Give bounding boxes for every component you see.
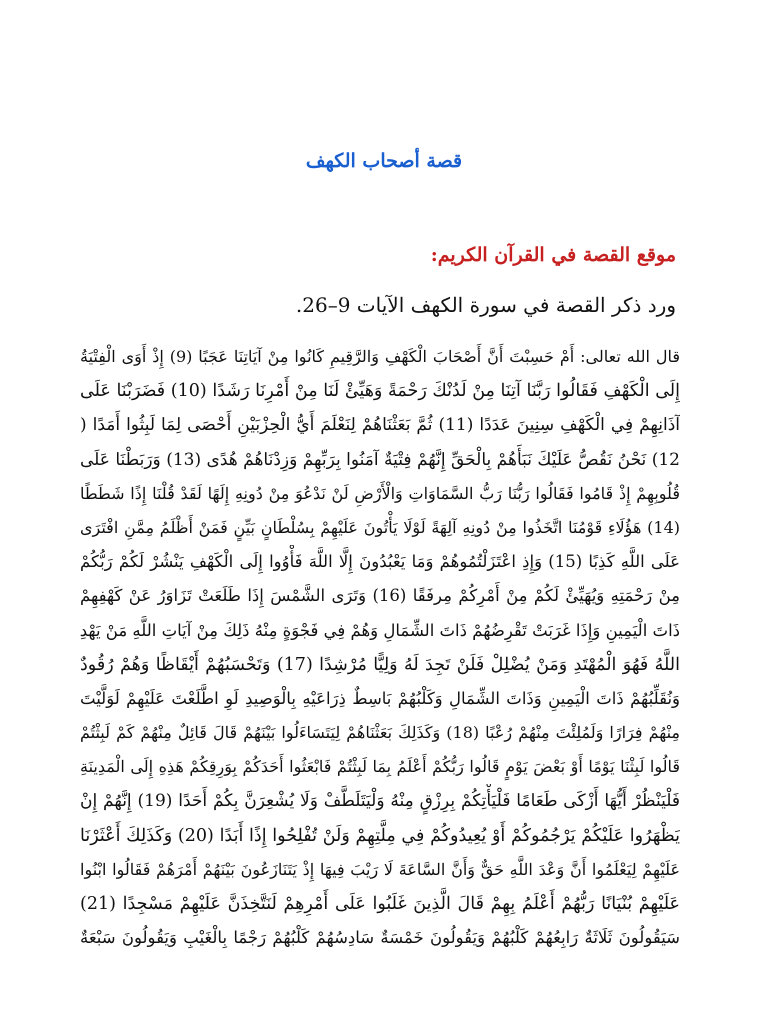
- quran-line: قَالُوا لَبِثْنَا يَوْمًا أَوْ بَعْضَ يَوْمٍ قَالُوا رَبُّكُمْ أَعْلَمُ بِمَا لَبِثْتُمْ فَابْعَثُوا أَحَدَكُمْ بِوَرِقِكُمْ هَذِهِ إِلَى الْمَدِينَةِ: [80, 757, 680, 777]
- quran-line: عَلَيْهِمْ بُنْيَانًا رَبُّهُمْ أَعْلَمُ بِهِمْ قَالَ الَّذِينَ غَلَبُوا عَلَى أَمْرِهِمْ لَنَتَّخِذَنَّ عَلَيْهِمْ مَسْجِدًا (21): [80, 894, 680, 914]
- quran-line: ذَاتَ الْيَمِينِ وَإِذَا غَرَبَتْ تَقْرِضُهُمْ ذَاتَ الشِّمَالِ وَهُمْ فِي فَجْوَةٍ مِنْهُ ذَلِكَ مِنْ آيَاتِ اللَّهِ مَنْ يَهْدِ: [80, 620, 680, 640]
- quran-line: آذَانِهِمْ فِي الْكَهْفِ سِنِينَ عَدَدًا (11) ثُمَّ بَعَثْنَاهُمْ لِنَعْلَمَ أَيُّ الْحِزْبَيْنِ أَحْصَى لِمَا لَبِثُوا أَمَدًا (: [80, 415, 680, 436]
- quran-line: قال الله تعالى: أَمْ حَسِبْتَ أَنَّ أَصْحَابَ الْكَهْفِ وَالرَّقِيمِ كَانُوا مِنْ آيَاتِنَا عَجَبًا (9) إِذْ أَوَى الْفِتْيَةُ: [80, 347, 680, 366]
- quran-line: مِنْهُمْ فِرَارًا وَلَمُلِئْتَ مِنْهُمْ رُعْبًا (18) وَكَذَلِكَ بَعَثْنَاهُمْ لِيَتَسَاءَلُوا بَيْنَهُمْ قَالَ قَائِلٌ مِنْهُمْ كَمْ لَبِثْتُمْ: [80, 723, 680, 743]
- quran-line: إِلَى الْكَهْفِ فَقَالُوا رَبَّنَا آتِنَا مِنْ لَدُنْكَ رَحْمَةً وَهَيِّئْ لَنَا مِنْ أَمْرِنَا رَشَدًا (10) فَضَرَبْنَا عَلَى: [80, 381, 680, 402]
- quran-line: عَلَيْهِمْ لِيَعْلَمُوا أَنَّ وَعْدَ اللَّهِ حَقٌّ وَأَنَّ السَّاعَةَ لَا رَيْبَ فِيهَا إِذْ يَتَنَازَعُونَ بَيْنَهُمْ أَمْرَهُمْ فَقَالُوا ابْنُوا: [80, 859, 680, 879]
- quran-line: اللَّهُ فَهُوَ الْمُهْتَدِ وَمَنْ يُضْلِلْ فَلَنْ تَجِدَ لَهُ وَلِيًّا مُرْشِدًا (17) وَتَحْسَبُهُمْ أَيْقَاظًا وَهُمْ رُقُودٌ: [80, 654, 680, 675]
- quran-line: يَظْهَرُوا عَلَيْكُمْ يَرْجُمُوكُمْ أَوْ يُعِيدُوكُمْ فِي مِلَّتِهِمْ وَلَنْ تُفْلِحُوا إِذًا أَبَدًا (20) وَكَذَلِكَ أَعْثَرْنَا: [80, 825, 680, 846]
- intro-paragraph: ورد ذكر القصة في سورة الكهف الآيات 9–26.: [295, 293, 676, 317]
- quran-line: سَيَقُولُونَ ثَلَاثَةٌ رَابِعُهُمْ كَلْبُهُمْ وَيَقُولُونَ خَمْسَةٌ سَادِسُهُمْ كَلْبُهُمْ رَجْمًا بِالْغَيْبِ وَيَقُولُونَ سَبْعَةٌ: [80, 928, 680, 948]
- quran-line: وَنُقَلِّبُهُمْ ذَاتَ الْيَمِينِ وَذَاتَ الشِّمَالِ وَكَلْبُهُمْ بَاسِطٌ ذِرَاعَيْهِ بِالْوَصِيدِ لَوِ اطَّلَعْتَ عَلَيْهِمْ لَوَلَّيْتَ: [80, 688, 680, 708]
- section-heading: موقع القصة في القرآن الكريم:: [430, 244, 676, 266]
- quran-line: 12) نَحْنُ نَقُصُّ عَلَيْكَ نَبَأَهُمْ بِالْحَقِّ إِنَّهُمْ فِتْيَةٌ آمَنُوا بِرَبِّهِمْ وَزِدْنَاهُمْ هُدًى (13) وَرَبَطْنَا عَلَى: [80, 449, 680, 470]
- quran-line: قُلُوبِهِمْ إِذْ قَامُوا فَقَالُوا رَبُّنَا رَبُّ السَّمَاوَاتِ وَالْأَرْضِ لَنْ نَدْعُوَ مِنْ دُونِهِ إِلَهًا لَقَدْ قُلْنَا إِذًا شَطَطًا: [80, 483, 680, 503]
- quran-line: (14) هَؤُلَاءِ قَوْمُنَا اتَّخَذُوا مِنْ دُونِهِ آلِهَةً لَوْلَا يَأْتُونَ عَلَيْهِمْ بِسُلْطَانٍ بَيِّنٍ فَمَنْ أَظْلَمُ مِمَّنِ افْتَرَى: [80, 517, 680, 537]
- quran-text: [80, 340, 680, 955]
- quran-line: مِنْ رَحْمَتِهِ وَيُهَيِّئْ لَكُمْ مِنْ أَمْرِكُمْ مِرفَقًا (16) وَتَرَى الشَّمْسَ إِذَا طَلَعَتْ تَزَاوَرُ عَنْ كَهْفِهِمْ: [80, 586, 680, 606]
- quran-line: فَلْيَنْظُرْ أَيُّهَا أَزْكَى طَعَامًا فَلْيَأْتِكُمْ بِرِزْقٍ مِنْهُ وَلْيَتَلَطَّفْ وَلَا يُشْعِرَنَّ بِكُمْ أَحَدًا (19) إِنَّهُمْ إِنْ: [80, 791, 680, 812]
- document-title: قصة أصحاب الكهف: [305, 150, 463, 172]
- quran-line: عَلَى اللَّهِ كَذِبًا (15) وَإِذِ اعْتَزَلْتُمُوهُمْ وَمَا يَعْبُدُونَ إِلَّا اللَّهَ فَأْوُوا إِلَى الْكَهْفِ يَنْشُرْ لَكُمْ رَبُّكُمْ: [80, 552, 680, 572]
